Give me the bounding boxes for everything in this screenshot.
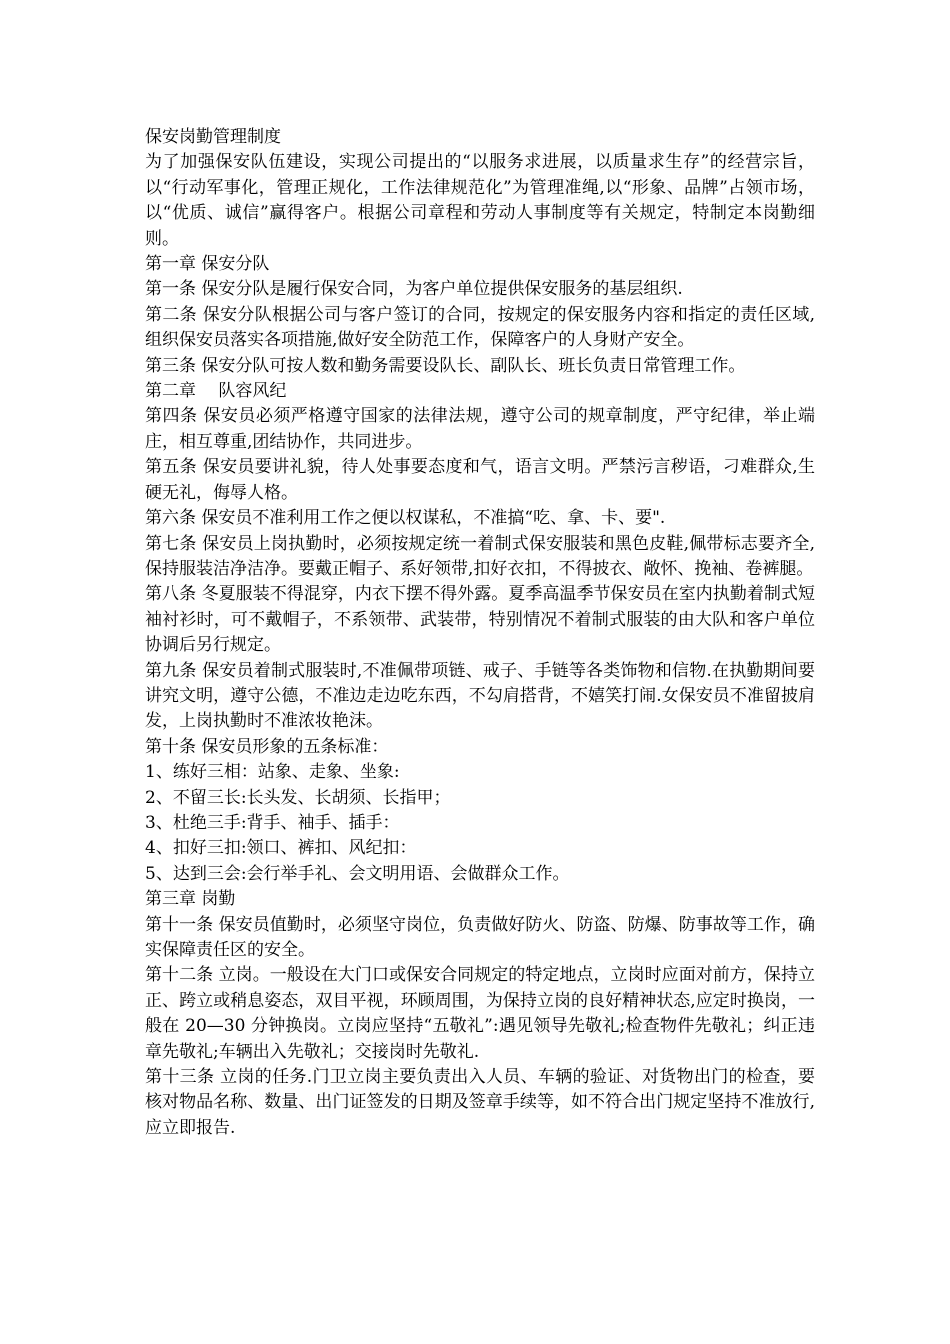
- list-item: 4、扣好三扣:领口、裤扣、风纪扣：: [145, 838, 417, 859]
- article-paragraph: 第三条 保安分队可按人数和勤务需要设队长、副队长、班长负责日常管理工作。: [145, 355, 746, 376]
- chapter-heading: 第二章 队容风纪: [145, 381, 287, 402]
- list-item: 5、达到三会:会行举手礼、会文明用语、会做群众工作。: [145, 863, 570, 884]
- chapter-heading: 第三章 岗勤: [145, 889, 236, 910]
- article-paragraph: 第八条 冬夏服装不得混穿，内衣下摆不得外露。夏季高温季节保安员在室内执勤着制式短袖衬衫时，可不戴帽子，不系领带、武装带，特别情况不着制式服装的由大队和客户单位协调后另行规定。: [145, 584, 815, 656]
- article-paragraph: 第十一条 保安员值勤时，必须坚守岗位，负责做好防火、防盗、防爆、防事故等工作，确实保障责任区的安全。: [145, 914, 815, 960]
- document-title: 保安岗勤管理制度: [145, 127, 281, 147]
- document-body: [145, 125, 815, 1141]
- article-paragraph: 第十三条 立岗的任务.门卫立岗主要负责出入人员、车辆的验证、对货物出门的检查，要核对物品名称、数量、出门证签发的日期及签章手续等，如不符合出门规定坚持不准放行,应立即报告.: [145, 1067, 815, 1138]
- intro-paragraph: 为了加强保安队伍建设，实现公司提出的“以服务求进展，以质量求生存”的经营宗旨，以“行动军事化，管理正规化，工作法律规范化”为管理准绳,以“形象、品牌”占领市场，以“优质、诚信”赢得客户。根据公司章程和劳动人事制度等有关规定，特制定本岗勤细则。: [145, 152, 815, 249]
- list-item: 3、杜绝三手:背手、袖手、插手：: [145, 812, 400, 833]
- article-paragraph: 第二条 保安分队根据公司与客户签订的合同，按规定的保安服务内容和指定的责任区域,组织保安员落实各项措施,做好安全防范工作，保障客户的人身财产安全。: [145, 304, 815, 351]
- article-paragraph: 第七条 保安员上岗执勤时，必须按规定统一着制式保安服装和黑色皮鞋,佩带标志要齐全,保持服装洁净洁净。要戴正帽子、系好领带,扣好衣扣，不得披衣、敞怀、挽袖、卷裤腿。: [145, 533, 815, 579]
- article-paragraph: 第九条 保安员着制式服装时,不准佩带项链、戒子、手链等各类饰物和信物.在执勤期间要讲究文明，遵守公德，不准边走边吃东西，不勾肩搭背，不嬉笑打闹.女保安员不准留披肩发，上岗执勤时不准浓妆艳沫。: [145, 660, 815, 732]
- article-paragraph: 第五条 保安员要讲礼貌，待人处事要态度和气，语言文明。严禁污言秽语，刁难群众,生硬无礼，侮辱人格。: [145, 457, 815, 503]
- article-paragraph: 第十条 保安员形象的五条标准：: [145, 736, 389, 757]
- list-item: 2、不留三长:长头发、长胡须、长指甲；: [145, 787, 451, 808]
- article-paragraph: 第四条 保安员必须严格遵守国家的法律法规，遵守公司的规章制度，严守纪律，举止端庄，相互尊重,团结协作，共同进步。: [145, 406, 815, 452]
- article-paragraph: 第六条 保安员不准利用工作之便以权谋私，不准搞“吃、拿、卡、要".: [145, 508, 666, 529]
- article-paragraph: 第十二条 立岗。一般设在大门口或保安合同规定的特定地点，立岗时应面对前方，保持立正、跨立或稍息姿态，双目平视，环顾周围，为保持立岗的良好精神状态,应定时换岗，一般在 20—30 分钟换岗。立岗应坚持“五敬礼”:遇见领导先敬礼;检查物件先敬礼；纠正违章先敬礼;车辆出入先敬礼；交接岗时先敬礼.: [145, 965, 815, 1062]
- chapter-heading: 第一章 保安分队: [145, 254, 270, 275]
- article-paragraph: 第一条 保安分队是履行保安合同，为客户单位提供保安服务的基层组织.: [145, 279, 683, 300]
- list-item: 1、练好三相：站象、走象、坐象:: [145, 762, 400, 783]
